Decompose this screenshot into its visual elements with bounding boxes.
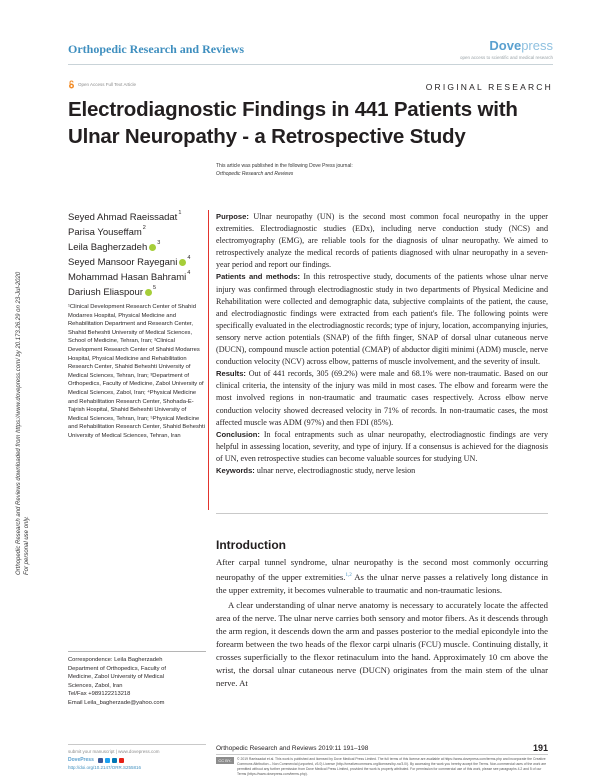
facebook-icon[interactable] (98, 758, 103, 763)
abstract (216, 211, 548, 477)
author-affiliation-ref: 2 (142, 225, 146, 231)
orcid-icon[interactable] (145, 289, 152, 296)
paragraph-text: After carpal tunnel syndrome, ulnar neuropathy is the second most commonly occurring neuropathy of the upper extremities. (216, 557, 548, 582)
author-name: Seyed Ahmad Raeissadat (68, 212, 178, 223)
abstract-label: Patients and methods: (216, 272, 301, 282)
open-access-lock-icon (68, 80, 75, 89)
abstract-text: In focal entrapments such as ulnar neuropathy, electrodiagnostic findings are very helpful in assessing location, severity, and type of injury. If a consensus is achieved for the diagnosis of UN, even retrospective studies can become valuable sources for studying UN. (216, 429, 548, 463)
abstract-text: ulnar nerve, electrodiagnostic study, nerve lesion (256, 465, 416, 475)
correspondence (68, 656, 206, 707)
author-list (68, 210, 190, 300)
publisher-suffix: press (521, 38, 553, 53)
author[interactable] (68, 210, 190, 225)
author-name: Leila Bagherzadeh (68, 242, 148, 253)
article-title: Electrodiagnostic Findings in 441 Patients with Ulnar Neuropathy - a Retrospective Study (68, 98, 518, 148)
author-affiliation-ref: 5 (152, 285, 157, 291)
publisher-tagline: open access to scientific and medical research (459, 55, 553, 60)
publication-note-line: This article was published in the following Dove Press journal: (216, 163, 353, 169)
abstract-results (216, 368, 548, 428)
author-name: Dariush Eliaspour (68, 287, 143, 298)
abstract-keywords (216, 465, 548, 477)
author-name: Seyed Mansoor Rayegani (68, 257, 178, 268)
affiliations: ¹Clinical Development Research Center of Shahid Modarres Hospital, Physical Medicine and Rehabilitation Department and Research Center, Shahid Beheshti University of Medical Sciences, School of Medicine, Tehran, Iran; ²Clinical Development Research Center of Shahid Modarres Hospital, Physical Medicine and Rehabilitation Research Center, Shahid Beheshti University of Medical Sciences, Tehran, Iran; ³Department of Orthopedics, Faculty of Medicine, Zabol University of Medical Sciences, Zabol, Iran; ⁴Physical Medicine and Rehabilitation Research Center, Shohada-E-Tajrish Hospital, Shahid Beheshti University of Medical Sciences, Tehran, Iran; ⁵Physical Medicine and Rehabilitation Research Center, Shahid Beheshti University of Medical Sciences, Tehran, Iran (68, 304, 205, 439)
linkedin-icon[interactable] (112, 758, 117, 763)
orcid-icon[interactable] (179, 259, 186, 266)
author-affiliation-ref: 1 (178, 210, 182, 216)
correspondence-line: Correspondence: Leila Bagherzadeh (68, 657, 163, 663)
author[interactable] (68, 270, 190, 285)
correspondence-phone: Tel/Fax +989122213218 (68, 691, 131, 697)
author[interactable] (68, 255, 190, 270)
author-name: Parisa Youseffam (68, 227, 142, 238)
abstract-label: Results: (216, 369, 246, 379)
dovepress-small-logo[interactable]: DovePress (68, 757, 94, 763)
abstract-text: Ulnar neuropathy (UN) is the second most common focal neuropathy in the upper extremities. Electrodiagnostic studies (EDx), including nerve conduction study (NCS) and electromyography (EMG), are reliable tools for the diagnosis of ulnar neuropathy. We aimed to retrospectively analyze the medical records of patients diagnosed with ulnar neuropathy in a seven-year period and report our findings. (216, 212, 548, 270)
youtube-icon[interactable] (119, 758, 124, 763)
correspondence-line: Department of Orthopedics, Faculty of (68, 665, 166, 672)
page-number: 191 (532, 743, 548, 753)
correspondence-line: Medicine, Zabol University of Medical (68, 674, 165, 680)
submit-manuscript-link[interactable]: submit your manuscript | www.dovepress.com (68, 749, 160, 754)
author[interactable] (68, 285, 190, 300)
author-affiliation-ref: 4 (187, 270, 191, 276)
paragraph: A clear understanding of ulnar nerve anatomy is necessary to accurately locate the affected area of the nerve. The ulnar nerve carries both sensory and motor fibers. As it descends through the arm region, it descends down the arm and passes posterior to the medial epicondyle into the forearm between the two heads of the flexor carpi ulnaris (FCU) muscle. Continuing distally, it crosses superficially to the flexor retinaculum into the hand. Approximately 10 cm above the wrist, the dorsal ulnar cutaneous nerve (DUCN) originates from the main stem of the ulnar nerve. At (216, 599, 548, 688)
footer-left-divider (68, 744, 206, 745)
introduction-body (216, 556, 548, 690)
publication-note-journal[interactable]: Orthopedic Research and Reviews (216, 171, 294, 177)
side-note-line-1: Orthopedic Research and Reviews downloaded from https://www.dovepress.com/ by 20.173.26.29 on 23-Jul-2020 (16, 271, 22, 575)
author-name: Mohammad Hasan Bahrami (68, 272, 187, 283)
footer-citation: Orthopedic Research and Reviews 2019:11 191–198 (216, 745, 369, 752)
social-links (98, 758, 124, 763)
author[interactable] (68, 225, 190, 240)
author[interactable] (68, 240, 190, 255)
paragraph (216, 556, 548, 597)
license-text: © 2019 Raeissadat et al. This work is published and licensed by Dove Medical Press Limited. The full terms of this license are available at https://www.dovepress.com/terms.php and incorporate the Creative Commons Attribution – Non Commercial (unported, v3.0) License (http://creativecommons.org/licenses/by-nc/3.0/). By accessing the work you hereby accept the Terms. Non-commercial uses of the work are permitted without any further permission from Dove Medical Press Limited, provided the work is properly attributed. For permission for commercial use of this work, please see paragraphs 4.2 and 5 of our Terms (https://www.dovepress.com/terms.php). (237, 757, 547, 776)
orcid-icon[interactable] (149, 244, 156, 251)
abstract-conclusion (216, 429, 548, 465)
section-heading-introduction: Introduction (216, 538, 286, 552)
twitter-icon[interactable] (105, 758, 110, 763)
paragraph-text: As the ulnar nerve passes a relatively long distance in the upper extremity, it becomes vulnerable to traumatic and non-traumatic lesions. (216, 571, 548, 595)
abstract-accent-bar (208, 210, 209, 510)
download-side-note (15, 155, 30, 575)
author-affiliation-ref: 4 (187, 255, 191, 261)
license-row (216, 757, 548, 776)
creative-commons-icon[interactable]: CC BY-NC (216, 757, 234, 764)
publication-note (216, 162, 353, 178)
correspondence-divider (68, 651, 206, 652)
abstract-label: Purpose: (216, 212, 249, 221)
author-affiliation-ref: 3 (157, 240, 161, 246)
correspondence-email[interactable]: Email Leila_bagherzade@yahoo.com (68, 699, 165, 706)
abstract-divider (216, 513, 548, 514)
dovepress-logo[interactable] (460, 38, 553, 60)
abstract-text: Out of 441 records, 305 (69.2%) were male and 68.1% were non-traumatic. Based on our clinical criteria, the intensity of the injury was mild in most cases. The elbow and forearm were the most involved regions in non-traumatic and traumatic cases respectively. Across elbow nerve conduction velocity showed decreased velocity in 71% of records. In non-traumatic cases, the most affected muscle was ADM (97%) and then FDI (85%). (216, 369, 548, 427)
publisher-name: Dove (489, 38, 522, 53)
abstract-label: Conclusion: (216, 429, 260, 439)
correspondence-line: Sciences, Zabol, Iran (68, 682, 123, 689)
journal-name[interactable]: Orthopedic Research and Reviews (68, 42, 245, 56)
header-divider (68, 64, 553, 65)
doi-link[interactable]: http://doi.org/10.2147/ORR.S255816 (68, 765, 142, 770)
footer-left (68, 748, 159, 772)
side-note-line-2: For personal use only. (24, 516, 30, 575)
footer-divider (216, 754, 548, 755)
article-type: ORIGINAL RESEARCH (425, 82, 553, 92)
citation-link[interactable]: 1,2 (345, 573, 352, 578)
abstract-label: Keywords: (216, 465, 255, 475)
abstract-methods (216, 271, 548, 368)
open-access-badge (68, 80, 136, 89)
abstract-purpose (216, 211, 548, 271)
abstract-text: In this retrospective study, documents of the patients whose ulnar nerve injury was confirmed through electrodiagnostic study in two departments of Physical Medicine and Rehabilitation were collected and demographic data, subjective complaints of the patient, the cause, and electrodiagnostic findings were extracted from each patient's file. The following points were specifically evaluated in the electrodiagnostic records; type of injury, location, accompanying injuries, sensory nerve action potentials (SNAP) of the fifth finger, SNAP of dorsal ulnar cutaneous nerve (DUCN), compound muscle action potential (CMAP) of abductor digiti minimi (ADM) muscle, nerve conduction velocity (NCV) across elbow, patterns of muscle involvement, and the severity of insult. (216, 272, 548, 367)
open-access-label: Open Access Full Text Article (78, 82, 136, 87)
